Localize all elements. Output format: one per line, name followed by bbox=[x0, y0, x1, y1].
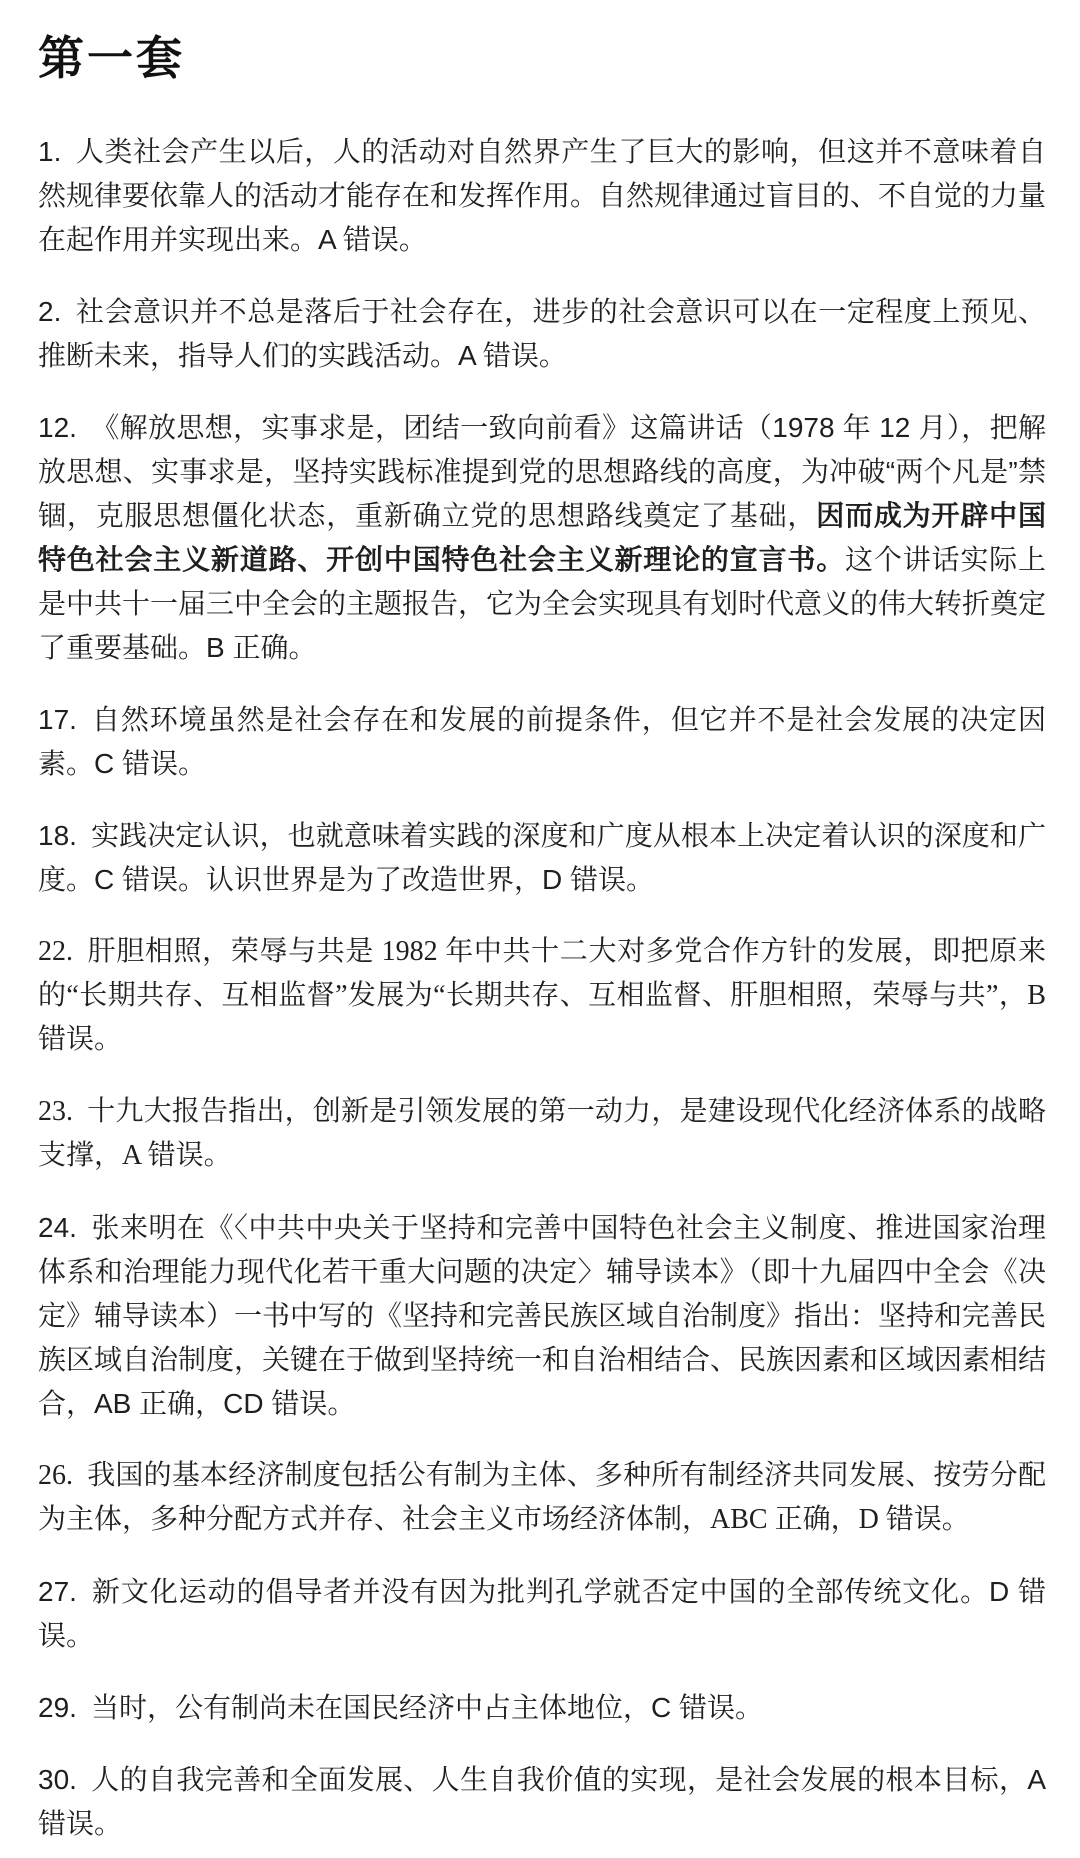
question-number: 22. bbox=[38, 936, 73, 967]
answer-text: 人类社会产生以后，人的活动对自然界产生了巨大的影响，但这并不意味着自然规律要依靠人的活动才能存在和发挥作用。自然规律通过盲目的、不自觉的力量在起作用并实现出来。A 错误。 bbox=[38, 136, 1047, 255]
question-number: 30. bbox=[38, 1764, 77, 1795]
answer-paragraph-27 bbox=[38, 1570, 1046, 1658]
answer-text-emphasis: 因而成为开辟中国特色社会主义新道路、开创中国特色社会主义新理论的宣言书。 bbox=[38, 500, 1046, 575]
answer-paragraph-23 bbox=[38, 1090, 1046, 1178]
answer-text: 人的自我完善和全面发展、人生自我价值的实现，是社会发展的根本目标，A 错误。 bbox=[38, 1764, 1046, 1839]
answer-paragraph-2 bbox=[38, 290, 1046, 378]
answer-paragraph-30 bbox=[38, 1758, 1046, 1846]
answer-paragraph-1 bbox=[38, 130, 1046, 262]
answer-text: 自然环境虽然是社会存在和发展的前提条件，但它并不是社会发展的决定因素。C 错误。 bbox=[38, 704, 1046, 779]
question-number: 24. bbox=[38, 1212, 77, 1243]
question-number: 23. bbox=[38, 1096, 73, 1127]
answer-text: 新文化运动的倡导者并没有因为批判孔学就否定中国的全部传统文化。D 错误。 bbox=[38, 1576, 1046, 1651]
question-number: 26. bbox=[38, 1460, 73, 1491]
question-number: 27. bbox=[38, 1576, 77, 1607]
answer-text: 社会意识并不总是落后于社会存在，进步的社会意识可以在一定程度上预见、推断未来，指导人们的实践活动。A 错误。 bbox=[38, 296, 1046, 371]
answer-text: 十九大报告指出，创新是引领发展的第一动力，是建设现代化经济体系的战略支撑，A 错误。 bbox=[38, 1096, 1046, 1171]
question-number: 12. bbox=[38, 412, 77, 443]
document-title: 第一套 bbox=[38, 33, 185, 84]
answer-paragraph-26 bbox=[38, 1454, 1046, 1542]
answer-paragraph-18 bbox=[38, 814, 1046, 902]
answer-text: 实践决定认识，也就意味着实践的深度和广度从根本上决定着认识的深度和广度。C 错误。认识世界是为了改造世界，D 错误。 bbox=[38, 820, 1046, 895]
question-number: 17. bbox=[38, 704, 77, 735]
question-number: 1. bbox=[38, 136, 62, 167]
answer-text: 张来明在《〈中共中央关于坚持和完善中国特色社会主义制度、推进国家治理体系和治理能力现代化若干重大问题的决定〉辅导读本》（即十九届四中全会《决定》辅导读本）一书中写的《坚持和完善民族区域自治制度》指出：坚持和完善民族区域自治制度，关键在于做到坚持统一和自治相结合、民族因素和区域因素相结合，AB 正确，CD 错误。 bbox=[38, 1212, 1047, 1419]
answer-text: 当时，公有制尚未在国民经济中占主体地位，C 错误。 bbox=[90, 1692, 763, 1723]
answer-text: 肝胆相照，荣辱与共是 1982 年中共十二大对多党合作方针的发展，即把原来的“长期共存、互相监督”发展为“长期共存、互相监督、肝胆相照，荣辱与共”，B 错误。 bbox=[38, 936, 1046, 1055]
answer-paragraph-24 bbox=[38, 1206, 1046, 1426]
answer-paragraph-12 bbox=[38, 406, 1046, 670]
answer-paragraph-22 bbox=[38, 930, 1046, 1062]
answer-text: 我国的基本经济制度包括公有制为主体、多种所有制经济共同发展、按劳分配为主体，多种分配方式并存、社会主义市场经济体制，ABC 正确，D 错误。 bbox=[38, 1460, 1046, 1535]
answer-paragraph-29 bbox=[38, 1686, 1046, 1730]
question-number: 29. bbox=[38, 1692, 77, 1723]
answer-text: 《解放思想，实事求是，团结一致向前看》这篇讲话（1978 年 12 月），把解放思想、实事求是，坚持实践标准提到党的思想路线的高度，为冲破“两个凡是”禁锢，克服思想僵化状态，重新确立党的思想路线奠定了基础， bbox=[38, 412, 1046, 531]
question-number: 2. bbox=[38, 296, 62, 327]
answer-paragraph-17 bbox=[38, 698, 1046, 786]
answer-text: 这个讲话实际上是中共十一届三中全会的主题报告，它为全会实现具有划时代意义的伟大转折奠定了重要基础。B 正确。 bbox=[38, 544, 1047, 663]
question-number: 18. bbox=[38, 820, 77, 851]
